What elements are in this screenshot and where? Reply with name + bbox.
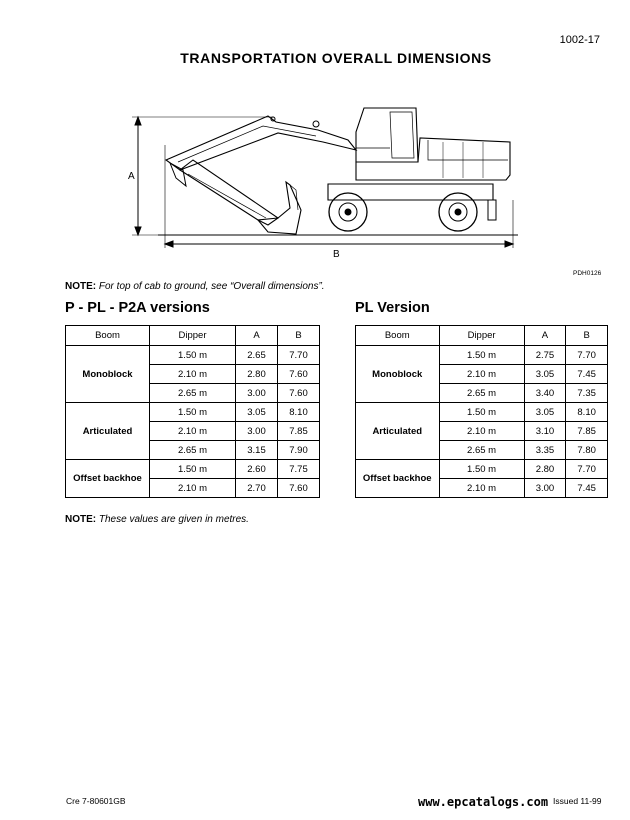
header-b: B <box>566 326 608 346</box>
left-dimensions-table <box>65 325 320 498</box>
b-cell: 7.85 <box>566 422 608 441</box>
footer-watermark-url[interactable]: www.epcatalogs.com <box>418 795 549 809</box>
boom-cell: Monoblock <box>66 346 150 403</box>
a-cell: 3.10 <box>524 422 566 441</box>
a-cell: 3.00 <box>236 422 278 441</box>
dipper-cell: 1.50 m <box>439 460 524 479</box>
dipper-cell: 2.10 m <box>150 479 236 498</box>
right-dimensions-table <box>355 325 608 498</box>
b-cell: 8.10 <box>278 403 320 422</box>
a-cell: 2.75 <box>524 346 566 365</box>
a-cell: 2.70 <box>236 479 278 498</box>
b-cell: 7.60 <box>278 479 320 498</box>
b-cell: 7.45 <box>566 479 608 498</box>
dipper-cell: 2.10 m <box>439 479 524 498</box>
header-dipper: Dipper <box>439 326 524 346</box>
a-cell: 3.15 <box>236 441 278 460</box>
right-table-title: PL Version <box>355 300 430 316</box>
b-cell: 7.70 <box>566 346 608 365</box>
dipper-cell: 1.50 m <box>439 346 524 365</box>
boom-cell: Monoblock <box>356 346 440 403</box>
a-cell: 3.05 <box>236 403 278 422</box>
left-table-title: P - PL - P2A versions <box>65 300 210 316</box>
excavator-dimension-diagram <box>118 100 518 270</box>
b-cell: 7.90 <box>278 441 320 460</box>
dipper-cell: 2.10 m <box>150 422 236 441</box>
b-cell: 7.75 <box>278 460 320 479</box>
b-cell: 7.70 <box>278 346 320 365</box>
dipper-cell: 2.10 m <box>439 365 524 384</box>
a-cell: 2.60 <box>236 460 278 479</box>
a-cell: 3.05 <box>524 365 566 384</box>
b-cell: 7.60 <box>278 384 320 403</box>
page-title: TRANSPORTATION OVERALL DIMENSIONS <box>180 50 492 66</box>
a-cell: 3.05 <box>524 403 566 422</box>
table-header-row <box>356 326 608 346</box>
figure-code: PDH0126 <box>573 270 602 277</box>
boom-cell: Articulated <box>66 403 150 460</box>
header-boom: Boom <box>356 326 440 346</box>
footer-doc-code: Cre 7-80601GB <box>66 796 126 806</box>
table-row <box>356 403 608 422</box>
b-cell: 7.60 <box>278 365 320 384</box>
dimension-label-a: A <box>128 171 135 182</box>
dipper-cell: 1.50 m <box>150 460 236 479</box>
a-cell: 3.40 <box>524 384 566 403</box>
table-row <box>66 403 320 422</box>
dipper-cell: 2.65 m <box>439 384 524 403</box>
table-row <box>66 346 320 365</box>
dipper-cell: 2.10 m <box>439 422 524 441</box>
header-boom: Boom <box>66 326 150 346</box>
note-bottom-label: NOTE: <box>65 514 97 525</box>
table-row <box>66 460 320 479</box>
a-cell: 2.80 <box>524 460 566 479</box>
header-a: A <box>524 326 566 346</box>
header-dipper: Dipper <box>150 326 236 346</box>
note-top-text: For top of cab to ground, see “Overall dimensions”. <box>98 281 325 292</box>
note-bottom-text: These values are given in metres. <box>98 514 249 525</box>
note-top <box>65 281 325 292</box>
b-cell: 8.10 <box>566 403 608 422</box>
note-top-label: NOTE: <box>65 281 97 292</box>
boom-cell: Offset backhoe <box>356 460 440 498</box>
dipper-cell: 1.50 m <box>150 403 236 422</box>
a-cell: 2.65 <box>236 346 278 365</box>
boom-cell: Articulated <box>356 403 440 460</box>
a-cell: 3.00 <box>236 384 278 403</box>
header-a: A <box>236 326 278 346</box>
dipper-cell: 1.50 m <box>439 403 524 422</box>
b-cell: 7.80 <box>566 441 608 460</box>
dipper-cell: 2.65 m <box>150 441 236 460</box>
note-bottom <box>65 514 249 525</box>
footer-issue-date: Issued 11-99 <box>553 796 602 806</box>
dipper-cell: 2.10 m <box>150 365 236 384</box>
boom-cell: Offset backhoe <box>66 460 150 498</box>
dipper-cell: 2.65 m <box>439 441 524 460</box>
a-cell: 3.00 <box>524 479 566 498</box>
table-row <box>356 346 608 365</box>
b-cell: 7.85 <box>278 422 320 441</box>
b-cell: 7.35 <box>566 384 608 403</box>
b-cell: 7.70 <box>566 460 608 479</box>
dipper-cell: 2.65 m <box>150 384 236 403</box>
a-cell: 3.35 <box>524 441 566 460</box>
header-b: B <box>278 326 320 346</box>
table-header-row <box>66 326 320 346</box>
page-number: 1002-17 <box>559 34 600 46</box>
dimension-label-b: B <box>333 249 340 260</box>
dipper-cell: 1.50 m <box>150 346 236 365</box>
b-cell: 7.45 <box>566 365 608 384</box>
a-cell: 2.80 <box>236 365 278 384</box>
table-row <box>356 460 608 479</box>
